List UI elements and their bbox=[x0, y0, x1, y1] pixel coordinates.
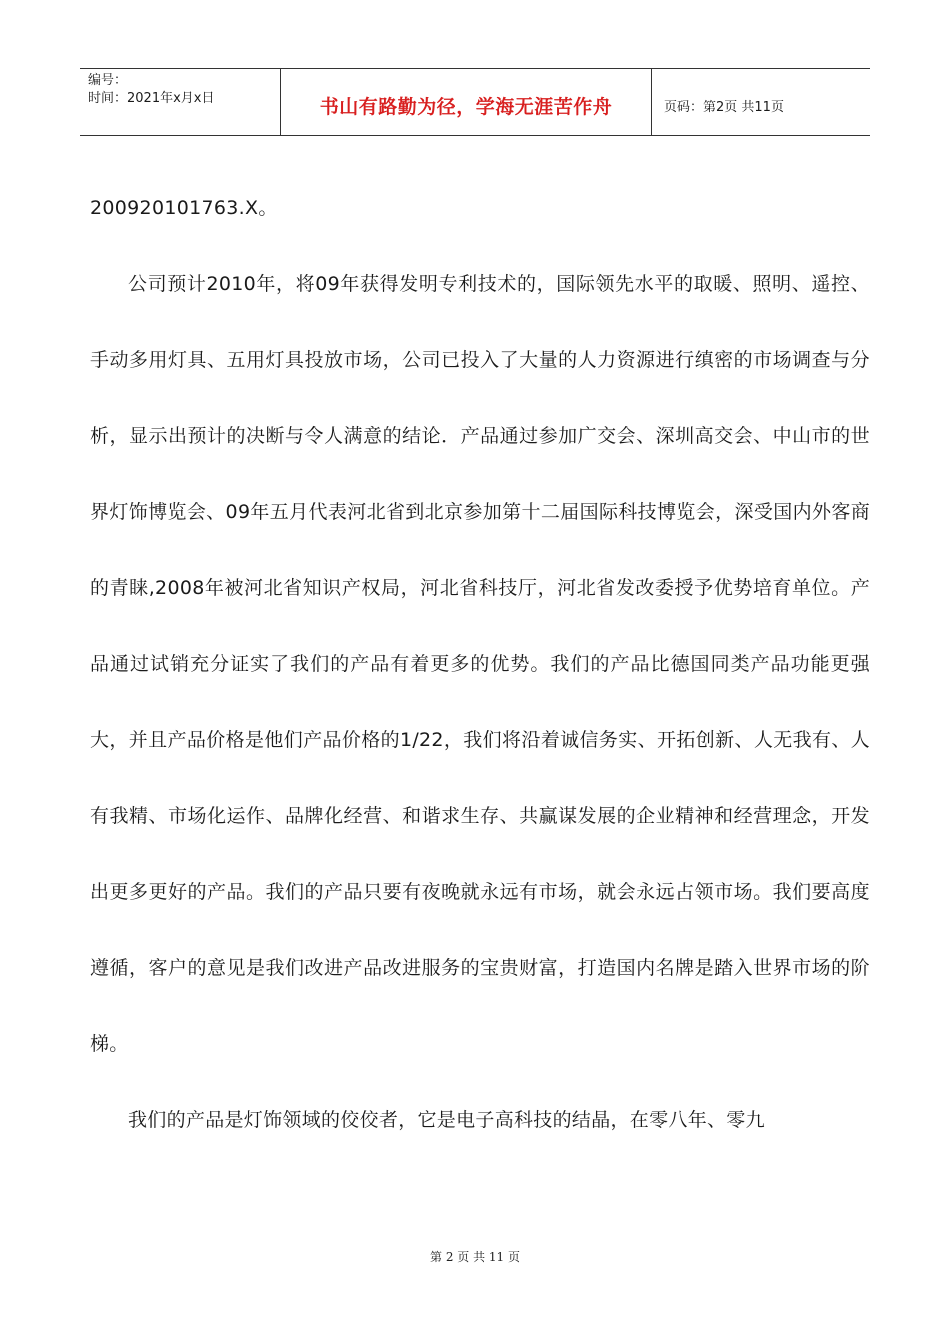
paragraph-product-intro: 我们的产品是灯饰领域的佼佼者，它是电子高科技的结晶，在零八年、零九 bbox=[128, 1109, 765, 1131]
document-header bbox=[80, 68, 870, 136]
document-body bbox=[90, 170, 870, 1158]
paragraph-company-plan: 公司预计2010年，将09年获得发明专利技术的，国际领先水平的取暖、照明、遥控、手动多用灯具、五用灯具投放市场，公司已投入了大量的人力资源进行缜密的市场调查与分析，显示出预计的决断与令人满意的结论．产品通过参加广交会、深圳高交会、中山市的世界灯饰博览会、09年五月代表河北省到北京参加第十二届国际科技博览会，深受国内外客商的青睐,2008年被河北省知识产权局，河北省科技厅，河北省发改委授予优势培育单位。产品通过试销充分证实了我们的产品有着更多的优势。我们的产品比德国同类产品功能更强大，并且产品价格是他们产品价格的1/22，我们将沿着诚信务实、开拓创新、人无我有、人有我精、市场化运作、品牌化经营、和谐求生存、共赢谋发展的企业精神和经营理念，开发出更多更好的产品。我们的产品只要有夜晚就永远有市场，就会永远占领市场。我们要高度遵循，客户的意见是我们改进产品改进服务的宝贵财富，打造国内名牌是踏入世界市场的阶梯。 bbox=[90, 273, 870, 1055]
paragraph-patent-number: 200920101763.X。 bbox=[90, 197, 278, 219]
header-motto: 书山有路勤为径，学海无涯苦作舟 bbox=[281, 69, 652, 135]
header-page-info: 页码：第2页 共11页 bbox=[664, 99, 784, 115]
document-date-label: 时间：2021年x月x日 bbox=[88, 91, 215, 106]
header-meta-cell bbox=[80, 69, 281, 135]
page-footer: 第 2 页 共 11 页 bbox=[430, 1250, 520, 1264]
document-number-label: 编号： bbox=[88, 73, 128, 88]
